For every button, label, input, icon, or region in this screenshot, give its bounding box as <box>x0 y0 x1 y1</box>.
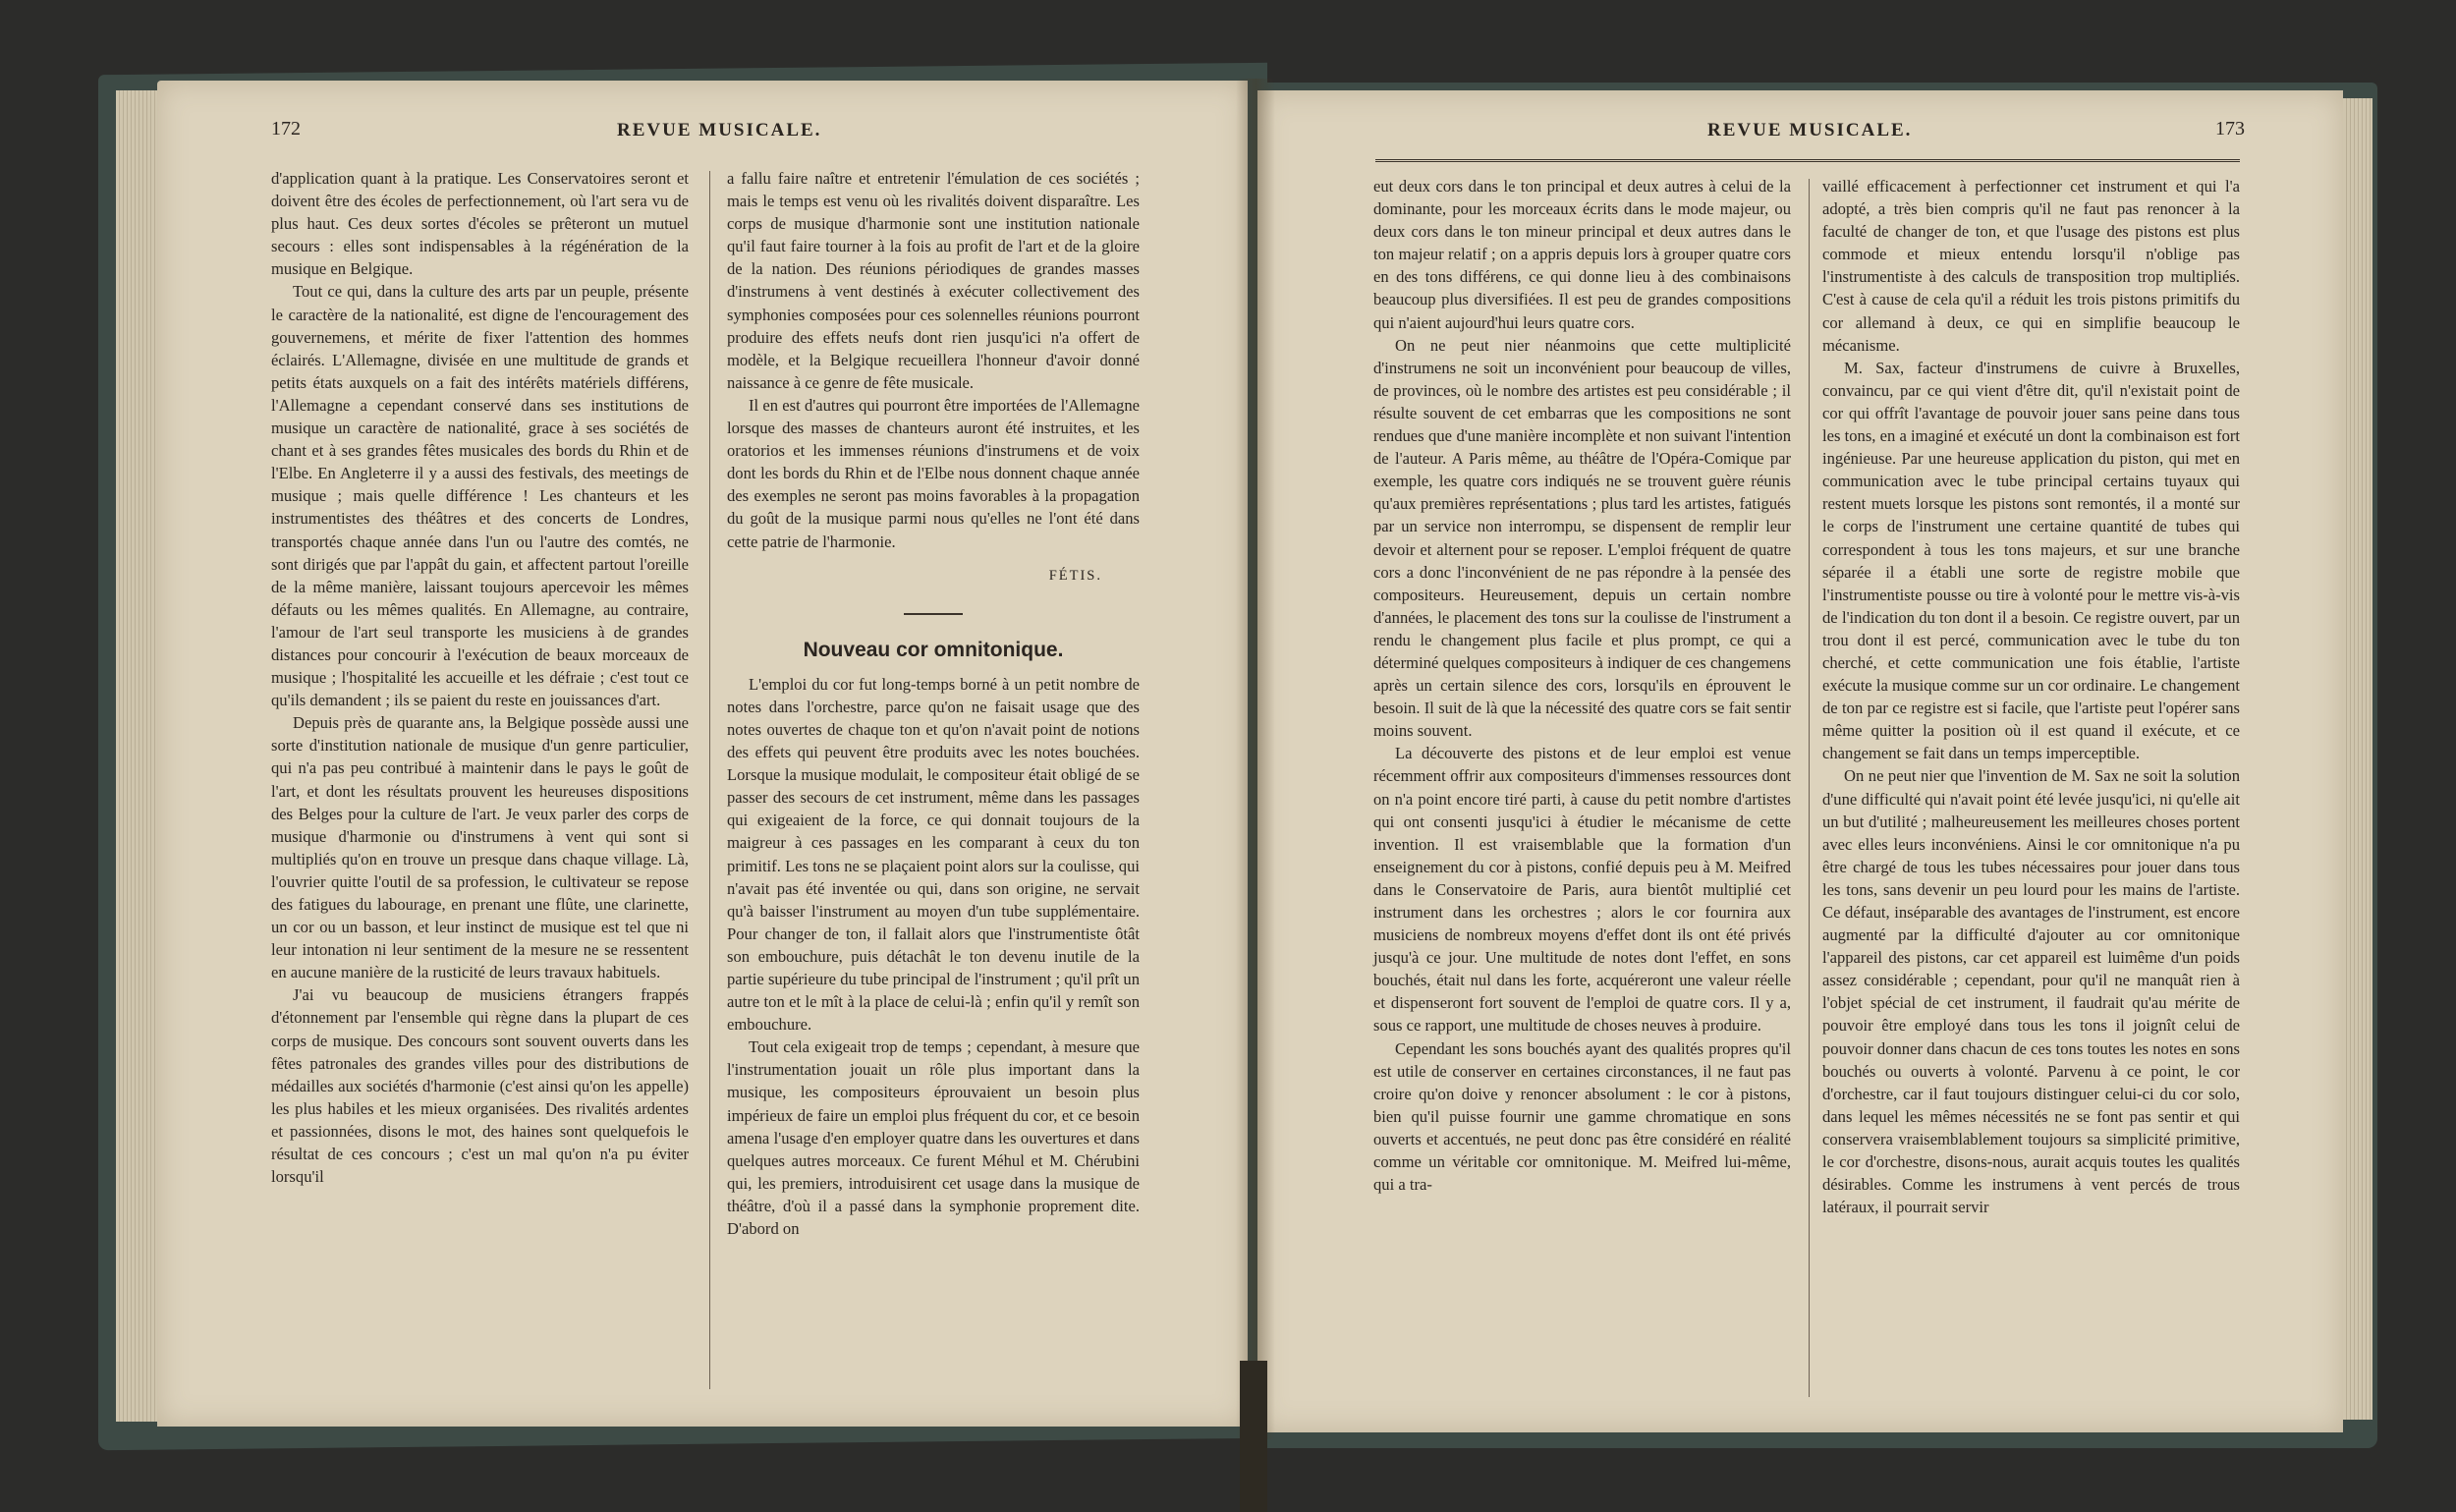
header-rule <box>1375 159 2240 162</box>
paragraph: d'application quant à la pratique. Les Conservatoires seront et doivent être des écoles de perfectionnement, où l'art sera vu de plus haut. Ces deux sortes d'écoles se prêteront un mutuel secours : elles sont indispensables à la régénération de la musique en Belgique. <box>271 169 689 279</box>
paragraph: Tout cela exigeait trop de temps ; cependant, à mesure que l'instrumentation jouait un rôle plus important dans la musique, les compositeurs éprouvaient un besoin plus impérieux de faire un emploi plus fréquent du cor, et ce besoin amena l'usage d'en employer quatre dans les ouvertures et dans quelques autres morceaux. Ce furent Méhul et M. Chérubini qui, les premiers, introduisirent cet usage dans la musique de théâtre, d'où il a passé dans la symphonie proprement dite. D'abord on <box>727 1037 1140 1239</box>
right-column-2 <box>1822 175 2240 1218</box>
book-gutter <box>1236 79 1275 1439</box>
right-column-1 <box>1373 175 1791 1196</box>
column-rule-left <box>709 171 710 1389</box>
paragraph: J'ai vu beaucoup de musiciens étrangers frappés d'étonnement par l'ensemble qui règne dans la plupart de ces corps de musique. Des concours sont souvent ouverts dans les fêtes patronales des grandes villes pour des distributions de médailles aux sociétés d'harmonie (c'est ainsi qu'on les appelle) les plus habiles et les mieux organisées. Des rivalités ardentes et passionnées, disons le mot, des haines sont quelquefois le résultat de ces concours ; c'est un mal qu'on n'a pu éviter lorsqu'il <box>271 985 689 1187</box>
left-page <box>157 81 1248 1427</box>
paragraph: Depuis près de quarante ans, la Belgique possède aussi une sorte d'institution nationale de musique d'un genre particulier, qui n'a pas peu contribué à maintenir dans le pays le goût de l'art, et dont les résultats prouvent les heureuses dispositions des Belges pour la culture de l'art. Je veux parler des corps de musique d'harmonie ou d'instrumens à vent qui sont si multipliés qu'on en trouve un presque dans chaque village. Là, l'ouvrier quitte l'outil de sa profession, le cultivateur se repose des fatigues du labourage, en prenant une flûte, une clarinette, un cor ou un basson, et leur instinct de musique est tel que ni leur intonation ni leur sentiment de la mesure ne se ressentent en aucune manière de la rusticité de leurs travaux habituels. <box>271 713 689 982</box>
paragraph: On ne peut nier néanmoins que cette multiplicité d'instrumens ne soit un inconvénient pour beaucoup de villes, de provinces, où le nombre des artistes est peu considérable ; il résulte souvent de cet embarras que les compositions ne sont rendues que d'une manière incomplète et non suivant l'intention de l'auteur. A Paris même, au théâtre de l'Opéra-Comique par exemple, les quatre cors indiqués ne se trouvent guère réunis qu'aux premières représentations ; plus tard les artistes, fatigués par un service non interrompu, se dispensent de remplir leur devoir et alternent pour se reposer. L'emploi fréquent de quatre cors a donc l'inconvénient de ne pas répondre à la pensée des compositeurs. Heureusement, depuis un certain nombre d'années, le placement des tons sur la coulisse de l'instrument a rendu le changement plus facile et plus prompt, ce qui a déterminé quelques compositeurs à indiquer de ces changemens après un certain silence des cors, lorsqu'ils en éprouvent le besoin. Il suit de là que la nécessité des quatre cors se fait sentir moins souvent. <box>1373 335 1791 741</box>
page-edges-right <box>2343 98 2372 1420</box>
page-number-left: 172 <box>271 118 301 140</box>
paragraph: a fallu faire naître et entretenir l'émulation de ces sociétés ; mais le temps est venu où les rivalités doivent disparaître. Les corps de musique d'harmonie sont une institution nationale qu'il faut faire tourner à la fois au profit de l'art et de la gloire de la nation. Des réunions périodiques de grandes masses d'instrumens à vent destinés à exécuter collectivement des symphonies composées pour ces solennelles réunions pourront produire des effets neufs dont rien jusqu'ici n'a offert de modèle, et la Belgique recueillera l'honneur d'avoir donné naissance à ce genre de fête musicale. <box>727 169 1140 392</box>
author-signature: FÉTIS. <box>1048 567 1102 584</box>
paragraph: vaillé efficacement à perfectionner cet instrument et qui l'a adopté, a très bien compris qu'il ne faut pas renoncer à la faculté de changer de ton, et que l'usage des pistons est plus commode et mieux entendu lorsqu'il n'oblige pas l'instrumentiste à des calculs de transposition trop multipliés. C'est à cause de cela qu'il a réduit les trois pistons primitifs du cor allemand à deux, ce qui en simplifie beaucoup le mécanisme. <box>1822 177 2240 355</box>
section-divider <box>904 613 963 615</box>
paragraph: M. Sax, facteur d'instrumens de cuivre à Bruxelles, convaincu, par ce qui vient d'être dit, qu'il n'existait point de cor qui offrît l'avantage de pouvoir jouer sans peine dans tous les tons, en a imaginé et exécuté un dont la combinaison est fort ingénieuse. Par une heureuse application du piston, qui met en communication avec le tube principal certains tuyaux qui restent muets lorsque les pistons sont remontés, il a monté sur le corps de l'instrument une certaine quantité de tubes qui correspondent à tous les tons majeurs, et sur une branche séparée il a établi une sorte de registre mobile que l'instrumentiste pousse ou tire à volonté pour le mettre vis-à-vis de l'indication du ton dont il a besoin. Ce registre ouvert, par un trou dont il est percé, communication avec le tube du ton cherché, et cette communication une fois établie, l'artiste exécute la musique comme sur un cor ordinaire. Le changement de ton par ce registre est si facile, que l'artiste peut l'opérer sans même quitter la position où il est quand il exécute, et ce changement se fait dans un temps imperceptible. <box>1822 358 2240 763</box>
paragraph: La découverte des pistons et de leur emploi est venue récemment offrir aux compositeurs d'immenses ressources dont on n'a point encore tiré parti, à cause du petit nombre d'artistes qui ont consenti jusqu'ici à étudier le mécanisme de cette invention. Il est vraisemblable que la formation d'un enseignement du cor à pistons, confié depuis peu à M. Meifred dans le Conservatoire de Paris, aura bientôt multiplié cet instrument dans les orchestres ; alors le cor fournira aux musiciens de nombreux moyens d'effet dont ils ont été privés jusqu'à ce jour. Une multitude de notes dont l'effet, en sons bouchés, était nul dans les forte, acquéreront une valeur réelle et dispenseront fort souvent de l'emploi de quatre cors. Il y a, sous ce rapport, une multitude de choses neuves à produire. <box>1373 744 1791 1036</box>
page-edges-left <box>116 90 159 1422</box>
paragraph: On ne peut nier que l'invention de M. Sax ne soit la solution d'une difficulté qui n'avait point été levée jusqu'ici, ni qu'elle ait un but d'utilité ; malheureusement les meilleures choses portent avec elles leurs inconvéniens. Ainsi le cor omnitonique n'a pu être chargé de tous les tubes nécessaires pour jouer dans tous les tons, sans devenir un peu lourd pour les mains de l'artiste. Ce défaut, inséparable des avantages de l'instrument, est encore augmenté par la difficulté d'ajouter au cor omnitonique l'appareil des pistons, car cet appareil est luimême d'un poids assez considérable ; cependant, pour qu'il ne manquât rien à l'objet spécial de cet instrument, il faudrait qu'au mérite de pouvoir être employé dans tous les tons il joignît celui de pouvoir donner dans chacun de ces tons toutes les notes en sons bouchés ou ouverts à volonté. Parvenu à ce point, le cor d'orchestre, car il faut toujours distinguer celui-ci du cor solo, dans lequel les mêmes nécessités ne se font pas sentir et qui conservera vraisemblablement toujours sa simplicité primitive, le cor d'orchestre, disons-nous, aurait acquis toutes les qualités désirables. Comme les instrumens à vent percés de trous latéraux, il pourrait servir <box>1822 766 2240 1217</box>
section-heading: Nouveau cor omnitonique. <box>803 638 1064 661</box>
page-number-right: 173 <box>2215 118 2245 140</box>
bookmark-ribbon <box>1240 1361 1267 1512</box>
paragraph: Tout ce qui, dans la culture des arts par un peuple, présente le caractère de la nationalité, est digne de l'encouragement des gouvernemens, et mérite de fixer l'attention des hommes éclairés. L'Allemagne, divisée en une multitude de grands et petits états auxquels on a fait des intérêts matériels différens, l'Allemagne a cependant conservé dans ses institutions de musique un caractère de nationalité, grace à ses sociétés de chant et à ses grandes fêtes musicales des bords du Rhin et de l'Elbe. En Angleterre il y a aussi des festivals, des meetings de musique ; mais quelle différence ! Les chanteurs et les instrumentistes des théâtres et des concerts de Londres, transportés chaque année dans l'un ou l'autre des comtés, ne sont dirigés que par l'appât du gain, et affectent partout l'oreille de la même manière, laissant toujours apercevoir les mêmes défauts ou les mêmes qualités. En Allemagne, au contraire, l'amour de l'art seul transporte les musiciens à de grandes distances pour concourir à l'exécution de beaux morceaux de musique ; l'hospitalité les accueille et les défraie ; c'est tout ce qu'ils demandent ; ils se paient du reste en jouissances d'art. <box>271 282 689 710</box>
paragraph: eut deux cors dans le ton principal et deux autres à celui de la dominante, pour les morceaux écrits dans le mode majeur, ou deux cors dans le ton mineur principal et deux autres dans le ton majeur relatif ; on a appris depuis lors à grouper quatre cors en des tons différens, ce qui donne lieu à des combinaisons beaucoup plus diversifiées. Il est peu de grandes compositions qui n'aient aujourd'hui leurs quatre cors. <box>1373 177 1791 332</box>
paragraph: L'emploi du cor fut long-temps borné à un petit nombre de notes dans l'orchestre, parce qu'on ne faisait usage que des notes ouvertes de chaque ton et qu'on n'avait point de notions des effets qui peuvent être produits avec les notes bouchées. Lorsque la musique modulait, le compositeur était obligé de se passer des secours de cet instrument, même dans les passages qui exigeaient de la force, ce qui donnait toujours de la maigreur à ces passages en les comparant à ceux du ton primitif. Les tons ne se plaçaient point alors sur la coulisse, qui n'avait pas été inventée ou qui, dans son origine, ne servait qu'à baisser l'instrument au moyen d'un tube supplémentaire. Pour changer de ton, il fallait alors que l'instrumentiste ôtât son embouchure, puis détachât le ton devenu inutile de la partie supérieure du tube principal de l'instrument ; qu'il prît un autre ton et le mît à la place de celui-là ; enfin qu'il y remît son embouchure. <box>727 674 1140 1035</box>
column-rule-right <box>1809 179 1810 1397</box>
right-page <box>1257 90 2343 1432</box>
left-column-2 <box>727 167 1140 1240</box>
paragraph: Cependant les sons bouchés ayant des qualités propres qu'il est utile de conserver en certaines circonstances, il ne faut pas croire qu'on doive y renoncer absolument : le cor à pistons, bien qu'il puisse fournir une gamme chromatique en sons ouverts et accentués, ne peut donc pas être considéré en réalité comme un véritable cor omnitonique. M. Meifred lui-même, qui a tra- <box>1373 1038 1791 1195</box>
left-column-1 <box>271 167 689 1188</box>
running-title-left: REVUE MUSICALE. <box>617 120 822 140</box>
paragraph: Il en est d'autres qui pourront être importées de l'Allemagne lorsque des masses de chanteurs auront été instruites, et les oratorios et les immenses réunions d'instrumens et de voix dont les bords du Rhin et de l'Elbe nous donnent chaque année des exemples ne seront pas moins favorables à la propagation du goût de la musique parmi nous qu'elles ne l'ont été dans cette patrie de l'harmonie. <box>727 395 1140 551</box>
running-title-right: REVUE MUSICALE. <box>1707 120 1913 140</box>
